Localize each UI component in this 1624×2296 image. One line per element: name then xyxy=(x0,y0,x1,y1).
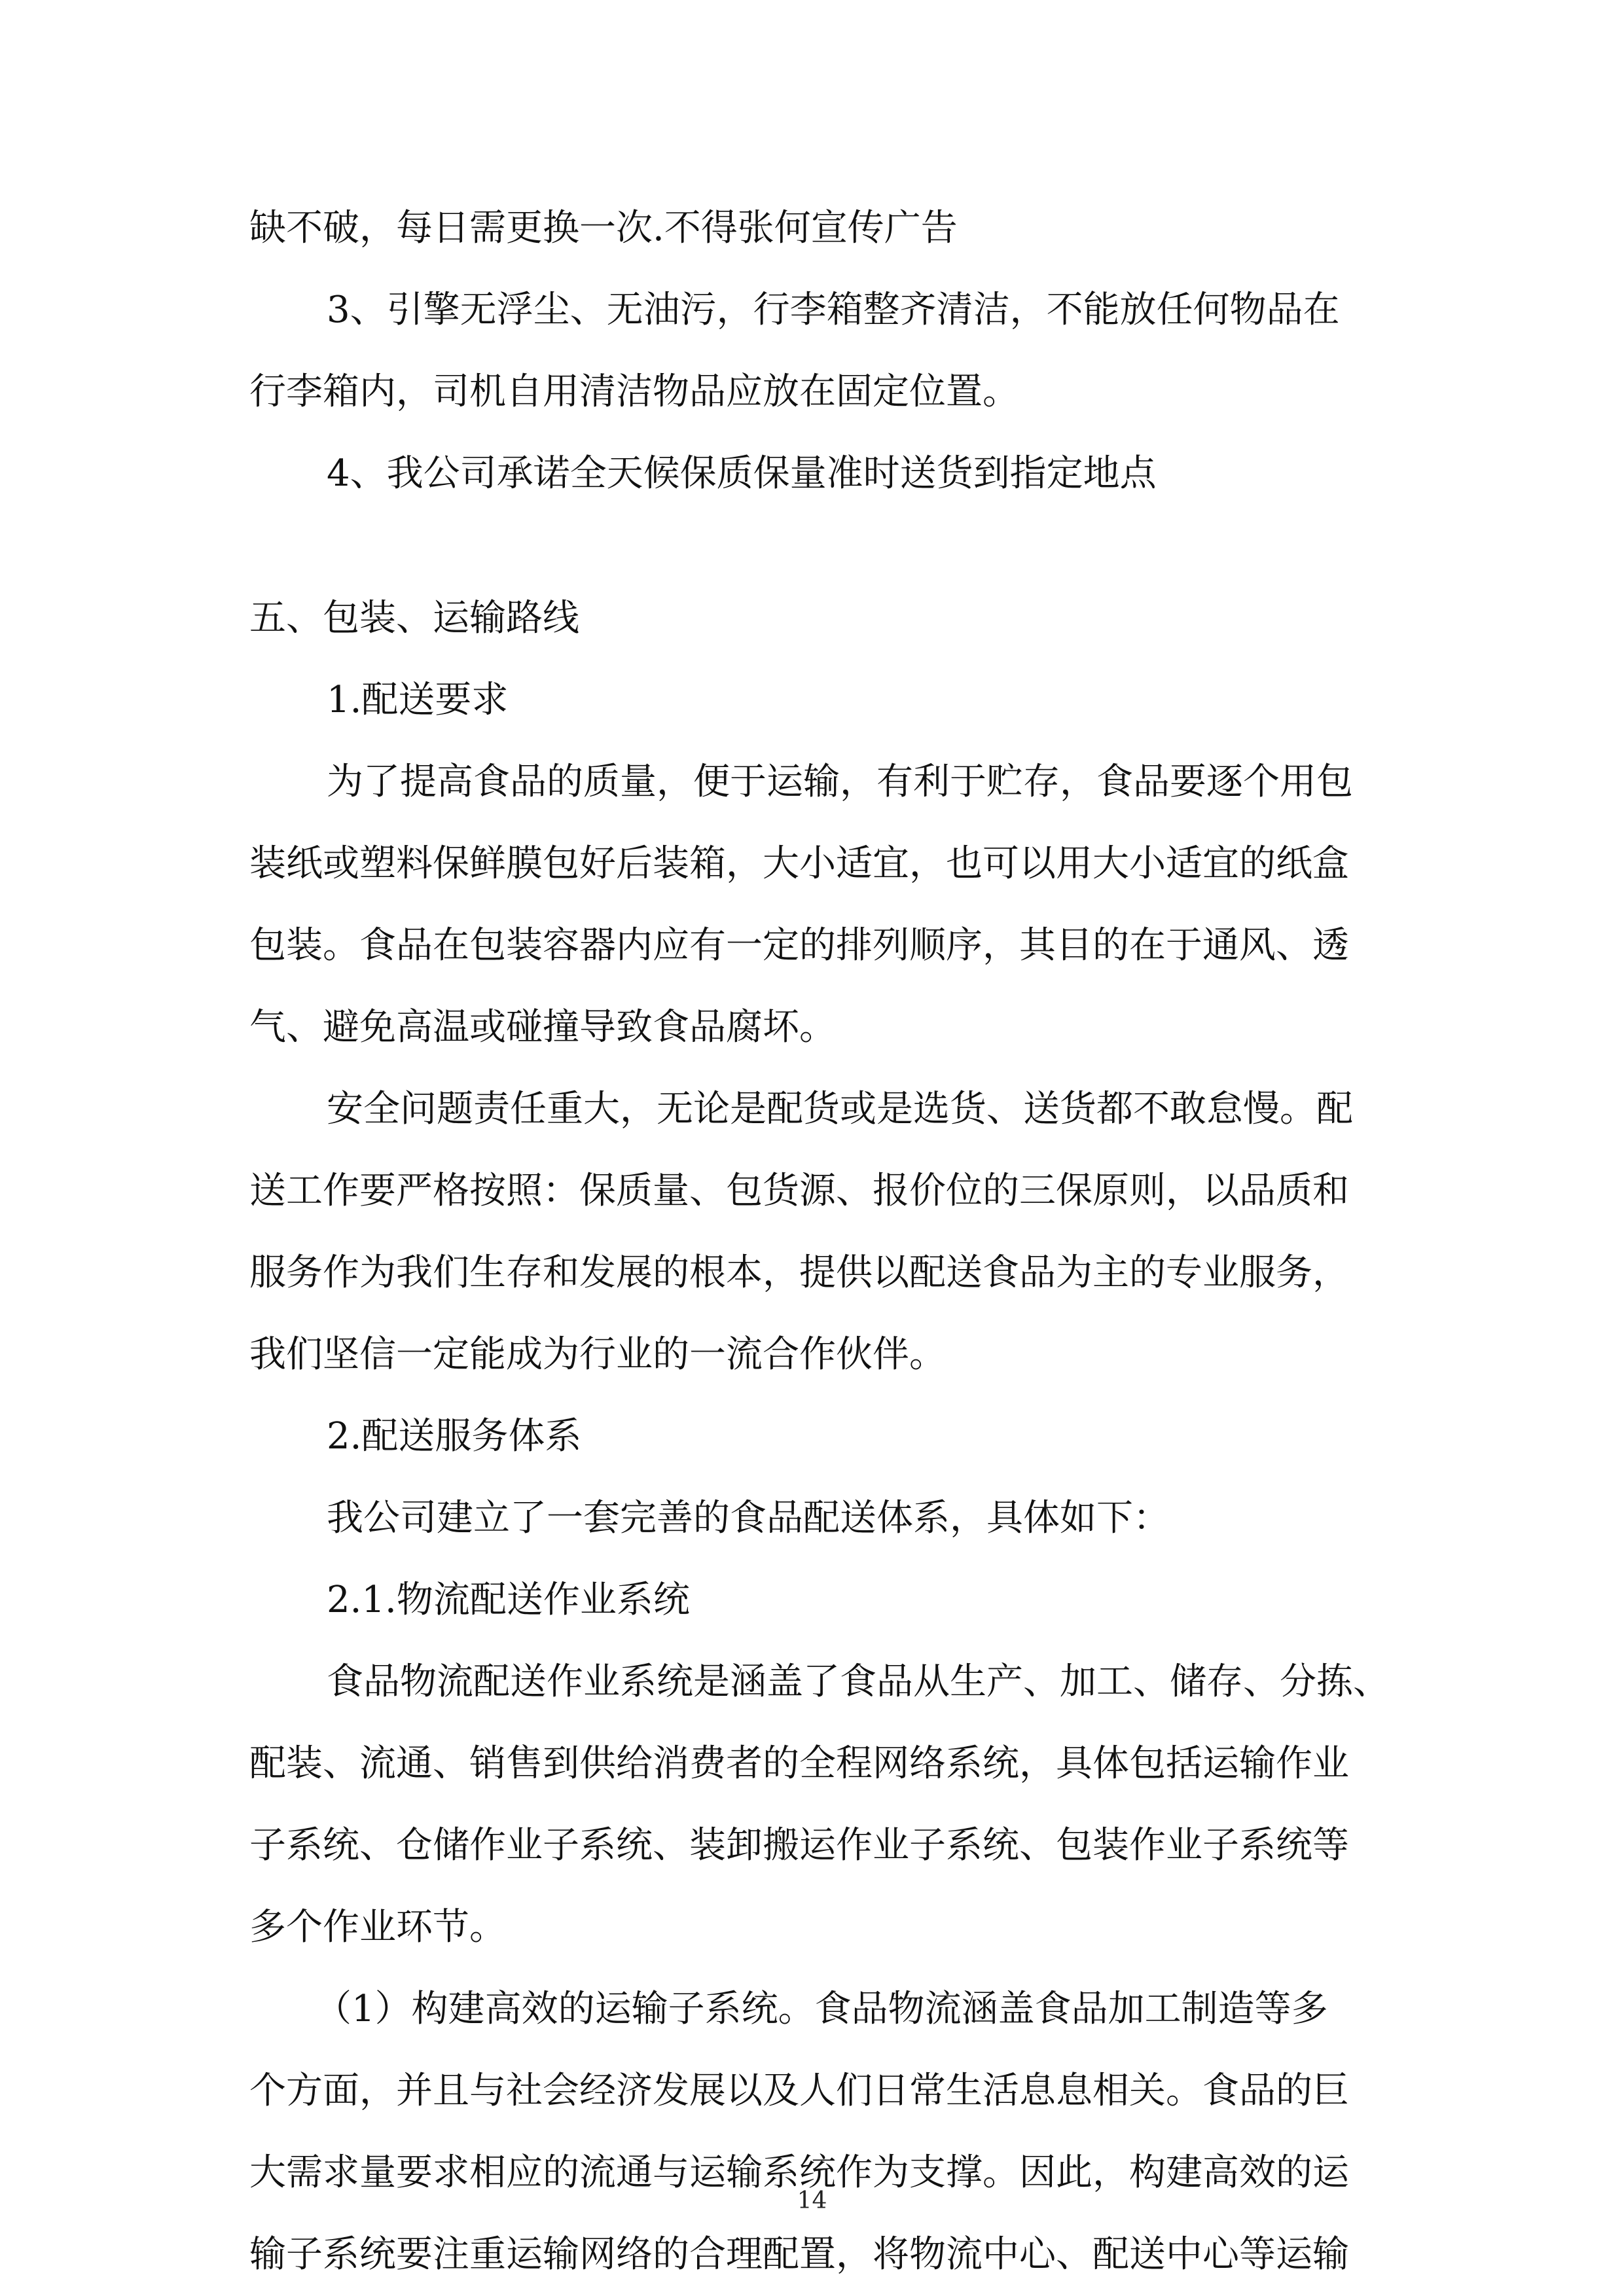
subsection-heading: 2.配送服务体系 xyxy=(327,1415,582,1458)
paragraph-line: 我们坚信一定能成为行业的一流合作伙伴。 xyxy=(249,1333,946,1376)
paragraph-line: 送工作要严格按照：保质量、包货源、报价位的三保原则，以品质和 xyxy=(249,1170,1349,1212)
paragraph-line: 大需求量要求相应的流通与运输系统作为支撑。因此，构建高效的运 xyxy=(249,2151,1349,2194)
paragraph-line: 输子系统要注重运输网络的合理配置，将物流中心、配送中心等运输 xyxy=(249,2233,1349,2276)
paragraph-line: 安全问题责任重大，无论是配货或是选货、送货都不敢怠慢。配 xyxy=(327,1088,1353,1130)
paragraph-line: 气、避免高温或碰撞导致食品腐坏。 xyxy=(249,1006,836,1049)
subsection-heading: 1.配送要求 xyxy=(327,679,509,721)
paragraph-line: 为了提高食品的质量，便于运输，有利于贮存，食品要逐个用包 xyxy=(327,761,1353,803)
page-number: 14 xyxy=(797,2187,827,2214)
paragraph-line: 行李箱内，司机自用清洁物品应放在固定位置。 xyxy=(249,370,1019,413)
subsection-heading: 2.1.物流配送作业系统 xyxy=(327,1579,690,1621)
page-body xyxy=(249,187,1388,2295)
paragraph-line: 服务作为我们生存和发展的根本，提供以配送食品为主的专业服务， xyxy=(249,1251,1349,1294)
paragraph-line: 缺不破，每日需更换一次.不得张何宣传广告 xyxy=(249,207,958,249)
paragraph-line: 包装。食品在包装容器内应有一定的排列顺序，其目的在于通风、透 xyxy=(249,924,1349,967)
paragraph-line: 食品物流配送作业系统是涵盖了食品从生产、加工、储存、分拣、 xyxy=(327,1660,1390,1703)
section-heading: 五、包装、运输路线 xyxy=(249,597,579,639)
paragraph-line: （1）构建高效的运输子系统。食品物流涵盖食品加工制造等多 xyxy=(315,1988,1328,2030)
paragraph-line: 子系统、仓储作业子系统、装卸搬运作业子系统、包装作业子系统等 xyxy=(249,1824,1349,1867)
paragraph-line: 多个作业环节。 xyxy=(249,1906,506,1948)
list-item-line: 3、引擎无浮尘、无油污，行李箱整齐清洁，不能放任何物品在 xyxy=(327,289,1340,331)
paragraph-line: 装纸或塑料保鲜膜包好后装箱，大小适宜，也可以用大小适宜的纸盒 xyxy=(249,842,1349,885)
list-item-line: 4、我公司承诺全天候保质保量准时送货到指定地点 xyxy=(327,452,1157,495)
paragraph-line: 个方面，并且与社会经济发展以及人们日常生活息息相关。食品的巨 xyxy=(249,2070,1349,2112)
section-gap xyxy=(249,514,1388,577)
paragraph-line: 配装、流通、销售到供给消费者的全程网络系统，具体包括运输作业 xyxy=(249,1742,1349,1785)
paragraph-line: 我公司建立了一套完善的食品配送体系，具体如下： xyxy=(327,1497,1170,1539)
